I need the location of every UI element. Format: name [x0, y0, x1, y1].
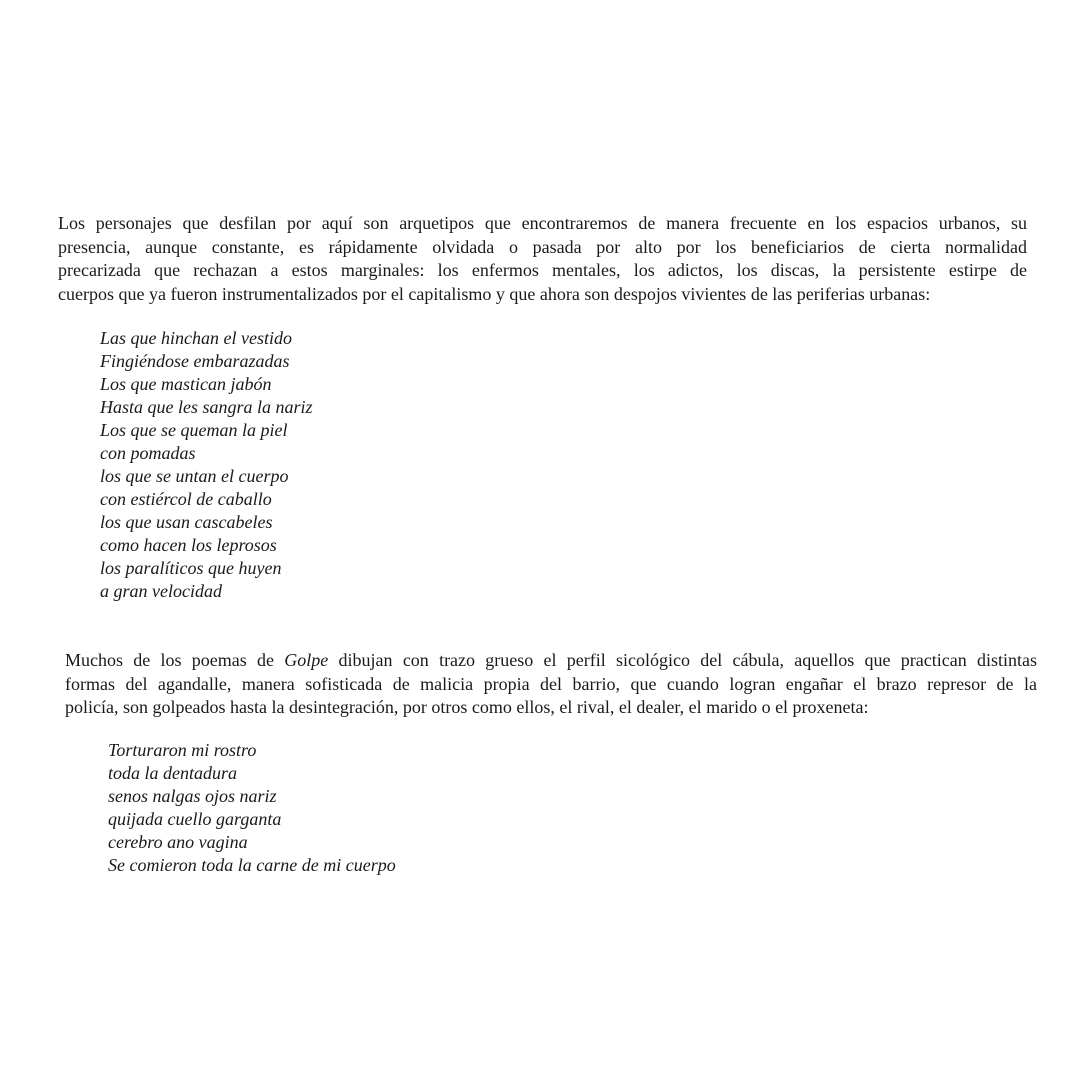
book-title: Golpe: [284, 650, 329, 670]
paragraph-line: [65, 649, 1037, 673]
paragraph-text: dibujan con trazo grueso el perfil sicológico del cábula, aquellos que practican distintas: [328, 650, 1038, 670]
poem-line: los que se untan el cuerpo: [100, 466, 289, 486]
poem-excerpt-1: [100, 327, 313, 603]
poem-line: senos nalgas ojos nariz: [108, 786, 277, 806]
paragraph-line: precarizada que rechazan a estos marginales: los enfermos mentales, los adictos, los discas, la persistente estirpe de: [58, 260, 1027, 281]
poem-excerpt-2: [108, 739, 396, 877]
paragraph-text: Muchos de los poemas de: [65, 650, 285, 670]
poem-line: cerebro ano vagina: [108, 832, 248, 852]
poem-line: toda la dentadura: [108, 763, 237, 783]
poem-line: Las que hinchan el vestido: [100, 328, 292, 348]
poem-line: Los que mastican jabón: [100, 374, 272, 394]
poem-line: Hasta que les sangra la nariz: [100, 397, 313, 417]
paragraph-golpe: [65, 649, 1037, 720]
poem-line: con estiércol de caballo: [100, 489, 272, 509]
paragraph-line: cuerpos que ya fueron instrumentalizados por el capitalismo y que ahora son despojos vivientes de las periferias urbanas:: [58, 283, 931, 304]
poem-line: los que usan cascabeles: [100, 512, 273, 532]
poem-line: como hacen los leprosos: [100, 535, 277, 555]
poem-line: los paralíticos que huyen: [100, 558, 282, 578]
poem-line: a gran velocidad: [100, 581, 222, 601]
poem-line: Fingiéndose embarazadas: [100, 351, 290, 371]
paragraph-line: Los personajes que desfilan por aquí son arquetipos que encontraremos de manera frecuente en los espacios urbanos, su: [58, 213, 1027, 233]
poem-line: Los que se queman la piel: [100, 420, 288, 440]
paragraph-intro: [58, 212, 1027, 306]
poem-line: con pomadas: [100, 443, 196, 463]
paragraph-line: presencia, aunque constante, es rápidamente olvidada o pasada por alto por los beneficiarios de cierta normalidad: [58, 236, 1027, 257]
poem-line: Se comieron toda la carne de mi cuerpo: [108, 855, 396, 875]
poem-line: Torturaron mi rostro: [108, 740, 257, 760]
paragraph-line: policía, son golpeados hasta la desintegración, por otros como ellos, el rival, el dealer, el marido o el proxeneta:: [65, 697, 869, 718]
paragraph-line: formas del agandalle, manera sofisticada de malicia propia del barrio, que cuando logran engañar el brazo represor de la: [65, 673, 1037, 694]
poem-line: quijada cuello garganta: [108, 809, 282, 829]
